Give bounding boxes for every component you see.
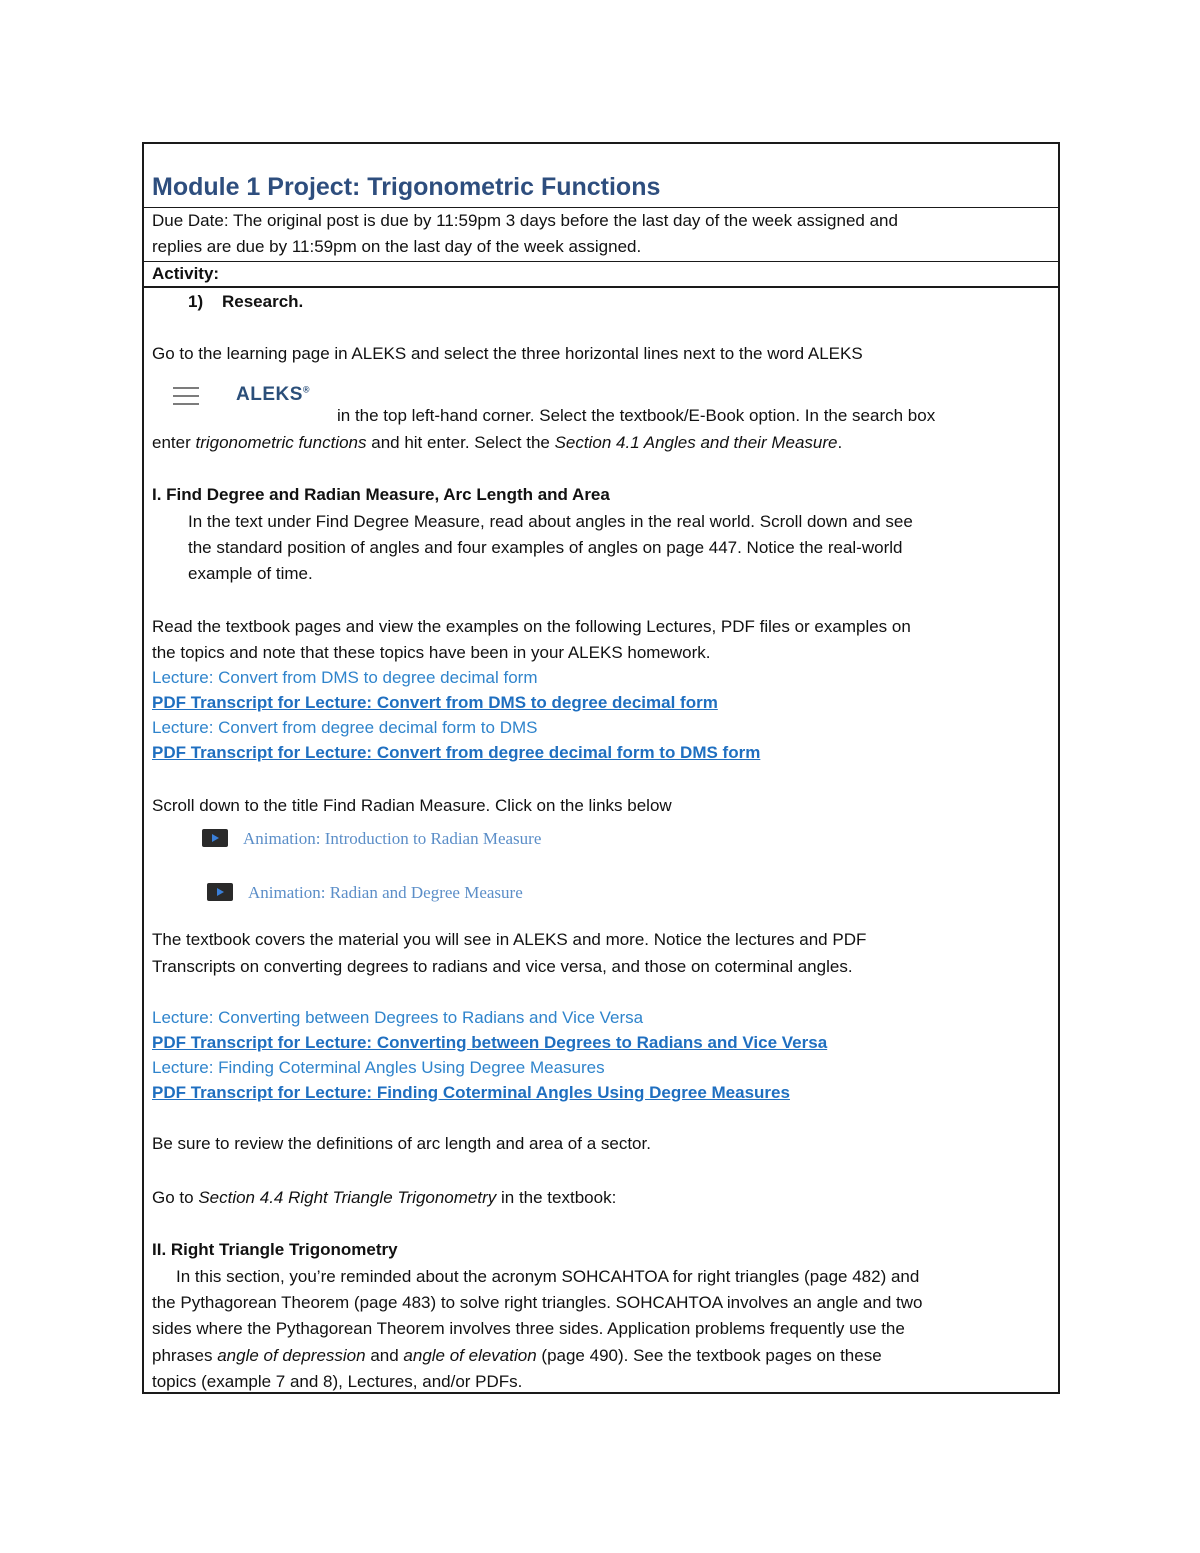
hamburger-menu-icon [173,387,199,407]
section-1-line-2: the standard position of angles and four examples of angles on page 447. Notice the real-world [188,538,903,557]
play-icon[interactable] [202,829,228,847]
section-1-line-3: example of time. [188,564,313,583]
textbook-line-2: Transcripts on converting degrees to radians and vice versa, and those on coterminal angles. [152,957,853,976]
pdf-dms-to-decimal-link[interactable]: PDF Transcript for Lecture: Convert from DMS to degree decimal form [152,693,718,712]
topleft-corner-text: in the top left-hand corner. Select the textbook/E-Book option. In the search box [337,406,936,425]
goto-section-44-text: Go to Section 4.4 Right Triangle Trigonometry in the textbook: [152,1188,617,1207]
aleks-logo: ALEKS® [236,384,311,405]
section-2-line-1: In this section, you’re reminded about the acronym SOHCAHTOA for right triangles (page 482) and [176,1267,920,1286]
section-2-line-4: phrases angle of depression and angle of elevation (page 490). See the textbook pages on these [152,1346,882,1365]
review-definitions-text: Be sure to review the definitions of arc length and area of a sector. [152,1134,651,1153]
animation-radian-degree-link[interactable]: Animation: Radian and Degree Measure [248,883,523,902]
scroll-down-text: Scroll down to the title Find Radian Measure. Click on the links below [152,796,672,815]
section-2-line-5: topics (example 7 and 8), Lectures, and/or PDFs. [152,1372,523,1391]
animation-intro-radian-link[interactable]: Animation: Introduction to Radian Measure [243,829,542,848]
section-1-line-1: In the text under Find Degree Measure, read about angles in the real world. Scroll down and see [188,512,913,531]
lecture-decimal-to-dms-link[interactable]: Lecture: Convert from degree decimal form to DMS [152,718,538,737]
enter-search-text: enter trigonometric functions and hit enter. Select the Section 4.1 Angles and their Measure. [152,433,843,452]
textbook-line-1: The textbook covers the material you will see in ALEKS and more. Notice the lectures and PDF [152,930,867,949]
goto-learning-text: Go to the learning page in ALEKS and select the three horizontal lines next to the word ALEKS [152,344,863,363]
read-line-1: Read the textbook pages and view the examples on the following Lectures, PDF files or examples on [152,617,911,636]
section-1-heading: I. Find Degree and Radian Measure, Arc Length and Area [152,485,610,504]
due-date-line-2: replies are due by 11:59pm on the last day of the week assigned. [152,237,642,256]
research-label: Research. [222,292,304,311]
read-line-2: the topics and note that these topics have been in your ALEKS homework. [152,643,711,662]
section-2-line-3: sides where the Pythagorean Theorem involves three sides. Application problems frequently use the [152,1319,905,1338]
lecture-dms-to-decimal-link[interactable]: Lecture: Convert from DMS to degree decimal form [152,668,538,687]
lecture-coterminal-link[interactable]: Lecture: Finding Coterminal Angles Using Degree Measures [152,1058,605,1077]
section-2-line-2: the Pythagorean Theorem (page 483) to solve right triangles. SOHCAHTOA involves an angle and two [152,1293,923,1312]
play-icon[interactable] [207,883,233,901]
section-2-heading: II. Right Triangle Trigonometry [152,1240,398,1259]
due-date-line-1: Due Date: The original post is due by 11:59pm 3 days before the last day of the week assigned and [152,211,898,230]
activity-label: Activity: [152,264,220,283]
pdf-decimal-to-dms-link[interactable]: PDF Transcript for Lecture: Convert from degree decimal form to DMS form [152,743,761,762]
research-number: 1) [188,292,204,311]
activity-row [144,262,1058,288]
pdf-degrees-radians-link[interactable]: PDF Transcript for Lecture: Converting between Degrees to Radians and Vice Versa [152,1033,828,1052]
lecture-degrees-radians-link[interactable]: Lecture: Converting between Degrees to Radians and Vice Versa [152,1008,644,1027]
page-title: Module 1 Project: Trigonometric Functions [152,173,661,201]
pdf-coterminal-link[interactable]: PDF Transcript for Lecture: Finding Coterminal Angles Using Degree Measures [152,1083,790,1102]
